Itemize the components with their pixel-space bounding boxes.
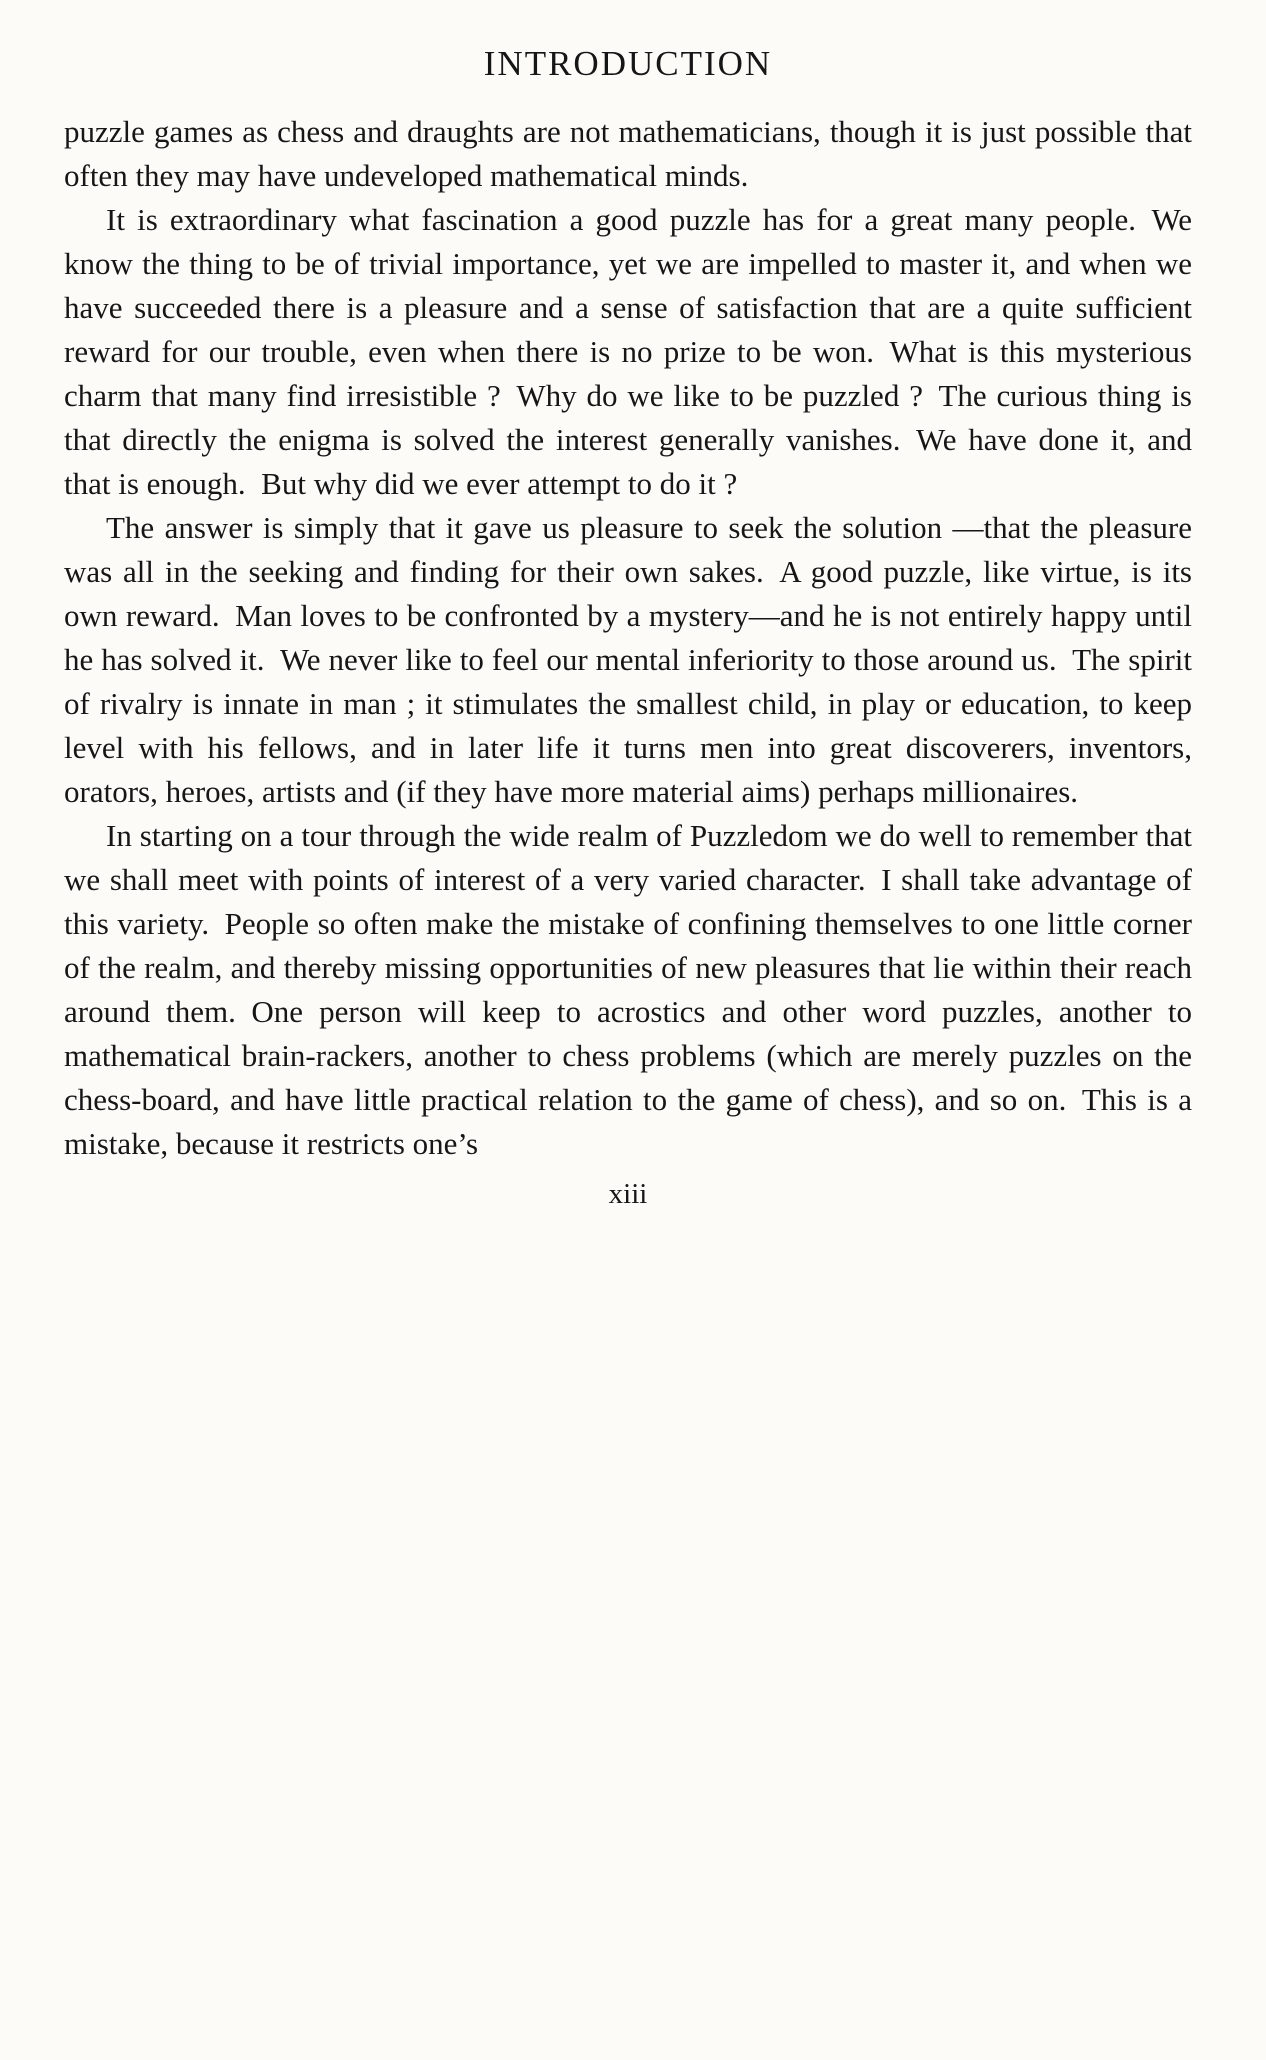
- page-number: xiii: [608, 1178, 648, 1210]
- paragraph-1: puzzle games as chess and draughts are not mathematicians, though it is just possible that often they may have undeveloped mathematical minds.: [64, 114, 1192, 193]
- paragraph-4: In starting on a tour through the wide realm of Puzzledom we do well to remember that we shall meet with points of interest of a very varied character. I shall take advantage of this variety. People so often make the mistake of confining themselves to one little corner of the realm, and thereby missing opportunities of new pleasures that lie within their reach around them. One person will keep to acrostics and other word puzzles, another to mathematical brain-rackers, another to chess problems (which are merely puzzles on the chess-board, and have little practical relation to the game of chess), and so on. This is a mistake, because it restricts one’s: [64, 818, 1192, 1161]
- paragraph-2: It is extraordinary what fascination a good puzzle has for a great many people. We know the thing to be of trivial importance, yet we are impelled to master it, and when we have succeeded there is a pleasure and a sense of satisfaction that are a quite sufficient reward for our trouble, even when there is no prize to be won. What is this mysterious charm that many find irresistible ? Why do we like to be puzzled ? The curious thing is that directly the enigma is solved the interest generally vanishes. We have done it, and that is enough. But why did we ever attempt to do it ?: [64, 202, 1192, 501]
- text-body: [64, 110, 1192, 1166]
- page-title: INTRODUCTION: [483, 44, 773, 83]
- paragraph-3: The answer is simply that it gave us pleasure to seek the solution —that the pleasure was all in the seeking and finding for their own sakes. A good puzzle, like virtue, is its own reward. Man loves to be confronted by a mystery—and he is not entirely happy until he has solved it. We never like to feel our mental inferiority to those around us. The spirit of rivalry is innate in man ; it stimulates the smallest child, in play or education, to keep level with his fellows, and in later life it turns men into great discoverers, inventors, orators, heroes, artists and (if they have more material aims) perhaps millionaires.: [64, 510, 1192, 809]
